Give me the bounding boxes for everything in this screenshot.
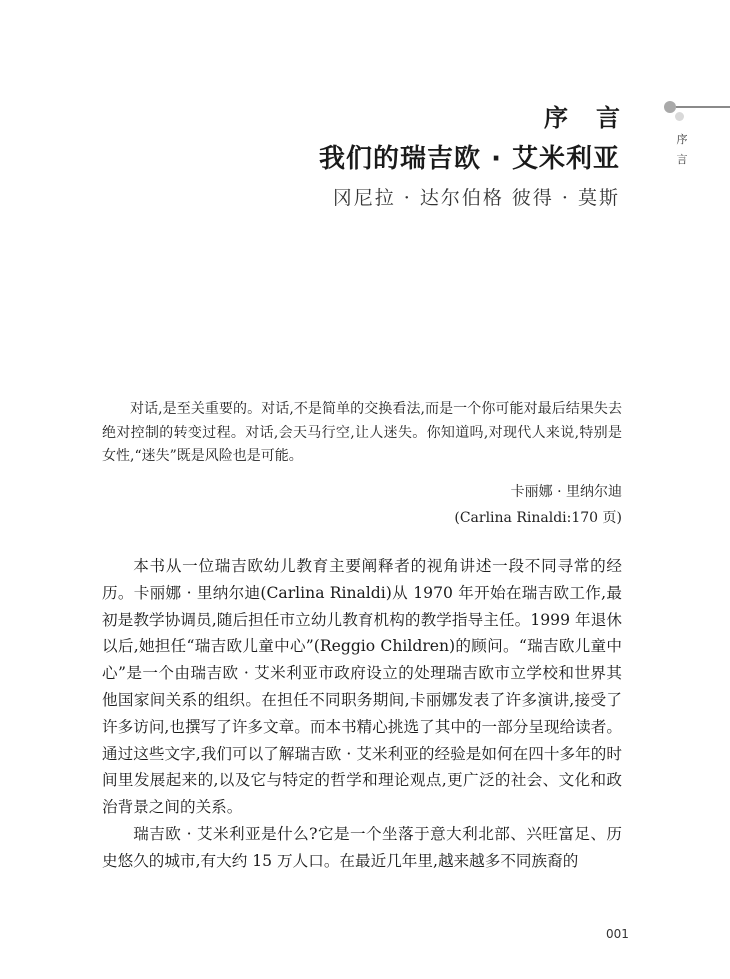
- epigraph-author: 卡丽娜 · 里纳尔迪: [510, 484, 622, 500]
- chapter-authors: 冈尼拉 · 达尔伯格 彼得 · 莫斯: [332, 187, 620, 209]
- chapter-label: 序言: [544, 104, 648, 132]
- side-tab-rule: [676, 106, 730, 108]
- side-tab-dot-icon: [664, 101, 676, 113]
- epigraph-text: 对话,是至关重要的。对话,不是简单的交换看法,而是一个你可能对最后结果失去绝对控制的转变过程。对话,会天马行空,让人迷失。你知道吗,对现代人来说,特别是女性,“迷失”既是风险也是可能。: [102, 401, 622, 464]
- body-paragraph: 本书从一位瑞吉欧幼儿教育主要阐释者的视角讲述一段不同寻常的经历。卡丽娜 · 里纳尔迪(Carlina Rinaldi)从 1970 年开始在瑞吉欧工作,最初是教学协调员,随后担任市立幼儿教育机构的教学指导主任。1999 年退休以后,她担任“瑞吉欧儿童中心”(Reggio Children)的顾问。“瑞吉欧儿童中心”是一个由瑞吉欧 · 艾米利亚市政府设立的处理瑞吉欧市立学校和世界其他国家间关系的组织。在担任不同职务期间,卡丽娜发表了许多演讲,接受了许多访问,也撰写了许多文章。而本书精心挑选了其中的一部分呈现给读者。通过这些文字,我们可以了解瑞吉欧 · 艾米利亚的经验是如何在四十多年的时间里发展起来的,以及它与特定的哲学和理论观点,更广泛的社会、文化和政治背景之间的关系。: [102, 557, 622, 817]
- epigraph: [102, 398, 622, 469]
- side-tab-text: 序言: [676, 133, 688, 166]
- page-number: 001: [606, 927, 629, 941]
- chapter-title: 我们的瑞吉欧 · 艾米利亚: [319, 144, 620, 174]
- body-paragraph: 瑞吉欧 · 艾米利亚是什么?它是一个坐落于意大利北部、兴旺富足、历史悠久的城市,有大约 15 万人口。在最近几年里,越来越多不同族裔的: [102, 824, 622, 870]
- epigraph-source: [454, 479, 622, 531]
- body-text: [102, 553, 622, 875]
- epigraph-citation: (Carlina Rinaldi:170 页): [454, 510, 622, 526]
- side-tab-small-dot-icon: [675, 112, 684, 121]
